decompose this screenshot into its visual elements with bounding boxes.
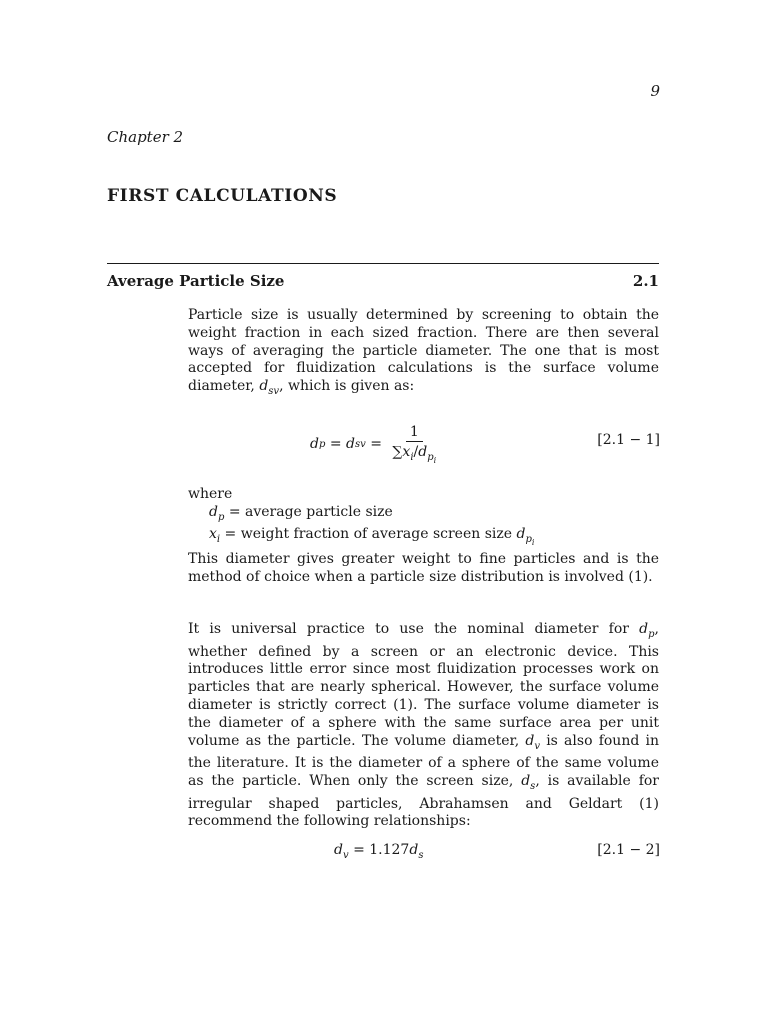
paragraph-intro — [188, 307, 659, 401]
def-text: = weight fraction of average screen size — [220, 525, 517, 542]
eq1-den-d-subsub: i — [433, 455, 437, 465]
def-inline-var: d — [516, 525, 526, 542]
where-definitions — [188, 486, 534, 551]
def-text: = average particle size — [224, 503, 393, 520]
eq1-mid: d — [346, 436, 355, 453]
p3-part4: , is available for irregular shaped particles, Abrahamsen and Geldart (1) recommend the following relationships: — [188, 772, 659, 830]
sum-symbol: ∑ — [392, 444, 403, 460]
def-var: d — [209, 503, 218, 520]
eq1-equals-2: = — [365, 436, 387, 453]
eq1-den-d-sub — [427, 452, 436, 463]
eq1-equals: = — [325, 436, 347, 453]
equation-2-1-2 — [334, 842, 423, 861]
eq1-lhs-sub: p — [318, 438, 326, 450]
section-divider — [107, 263, 659, 264]
def-var: x — [209, 525, 217, 542]
paragraph-intro-text: Particle size is usually determined by screening to obtain the weight fraction in each sized fraction. There are then several ways of averaging the particle diameter. The one that is most accepted for fluidization calculations is the surface volume diameter, — [188, 307, 659, 395]
p3-var2-sub: v — [534, 740, 540, 752]
def-var-sub: i — [216, 533, 221, 545]
p3-part3: is also found in the literature. It is the diameter of a sphere of the same volume as the particle. When only the screen size, — [188, 732, 660, 789]
eq1-fraction — [392, 424, 436, 465]
section-number: 2.1 — [632, 272, 659, 290]
eq1-lhs: d — [310, 436, 319, 453]
equation-number-2: [2.1 − 2] — [597, 842, 660, 858]
eq2-lhs-sub: v — [342, 849, 349, 861]
var-sub: sv — [268, 385, 280, 397]
def-var-sub: p — [217, 511, 225, 523]
eq1-mid-sub: sv — [354, 438, 366, 450]
chapter-title: FIRST CALCULATIONS — [107, 186, 338, 206]
eq1-denominator — [392, 442, 436, 465]
eq1-den-x-sub: i — [410, 451, 414, 463]
definition-item — [188, 526, 534, 551]
paragraph-weighting: This diameter gives greater weight to fine particles and is the method of choice when a particle size distribution is involved (1). — [188, 551, 659, 585]
eq1-numerator: 1 — [406, 424, 423, 442]
def-inline-subsub: i — [531, 537, 535, 547]
definition-item — [188, 504, 534, 526]
equation-number-1: [2.1 − 1] — [597, 432, 660, 448]
eq1-den-d: d — [418, 444, 428, 460]
def-inline-sub — [525, 534, 534, 545]
p3-part2: , whether defined by a screen or an electronic device. This introduces little error since most fluidization processes work on particles that are nearly spherical. However, the surface volume diameter is strictly correct (1). The surface volume diameter is the diameter of a sphere with the same surface area per unit volume as the particle. The volume diameter, — [188, 621, 659, 749]
paragraph-intro-tail: , which is given as: — [279, 378, 415, 395]
p3-var1: d — [639, 621, 649, 637]
eq2-rhs-sub: s — [418, 849, 424, 861]
page-number: 9 — [650, 82, 660, 100]
eq2-rhs-var: d — [409, 842, 419, 858]
equation-2-1-1 — [310, 424, 436, 465]
p3-part1: It is universal practice to use the nominal diameter for — [188, 621, 640, 637]
eq1-den-slash: / — [413, 444, 419, 460]
eq2-lhs: d — [334, 842, 343, 858]
paragraph-practice — [188, 621, 659, 831]
p3-var2: d — [525, 732, 535, 749]
section-title: Average Particle Size — [107, 272, 285, 290]
p3-var3-sub: s — [530, 780, 536, 792]
where-label: where — [188, 486, 233, 502]
var-d: d — [259, 378, 269, 395]
chapter-label: Chapter 2 — [107, 128, 184, 146]
section-heading — [107, 272, 659, 290]
eq2-rhs: = 1.127 — [348, 842, 410, 858]
eq1-den-d-sub-p: p — [427, 451, 434, 463]
p3-var3: d — [521, 772, 531, 789]
p3-var1-sub: p — [648, 628, 655, 640]
eq1-den-x: x — [402, 444, 411, 460]
def-inline-sub-p: p — [525, 533, 532, 545]
